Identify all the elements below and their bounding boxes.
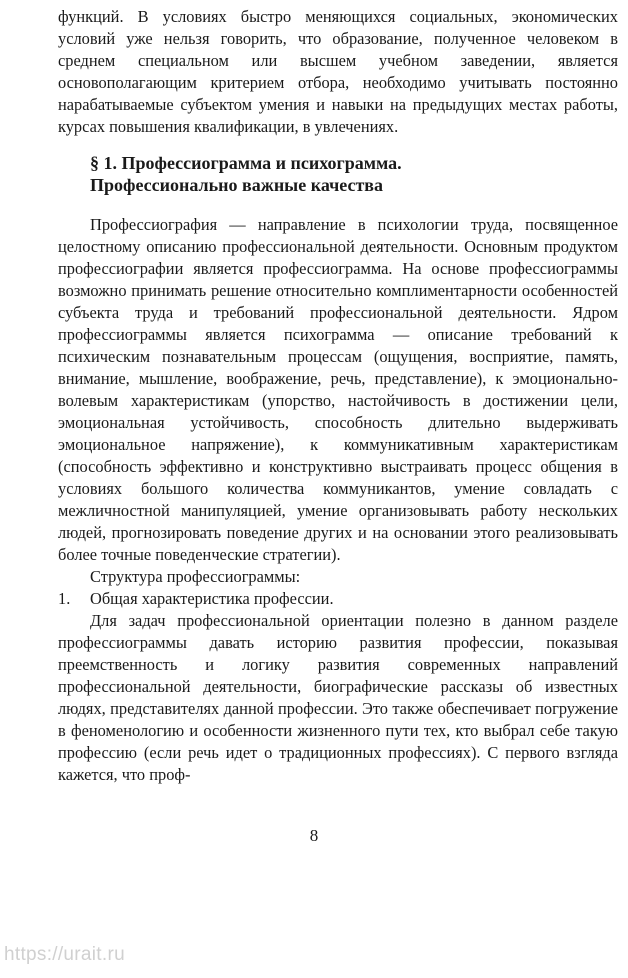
- section-heading-line1: § 1. Профессиограмма и психограмма.: [90, 153, 402, 173]
- paragraph-intro-continuation: функций. В условиях быстро меняющихся социальных, экономических условий уже нельзя говорить, что образование, полученное человеком в среднем специальном или высшем учебном заведении, является основополагающим критерием отбора, необходимо учитывать постоянно нарабатываемые субъектом умения и навыки на предыдущих местах работы, курсах повышения квалификации, в увлечениях.: [58, 7, 618, 136]
- page-content: [58, 6, 618, 786]
- watermark-url: https://urait.ru: [4, 944, 125, 965]
- section-heading: [90, 152, 618, 196]
- list-item-1: [58, 588, 618, 610]
- paragraph-orientation: Для задач профессиональной ориентации полезно в данном разделе профессиограммы давать историю развития профессии, показывая преемственность и логику развития современных направлений профессиональной деятельности, биографические рассказы об известных людях, представителях данной профессии. Это также обеспечивает погружение в феноменологию и особенности жизненного пути тех, кто выбрал себе такую профессию (если речь идет о традиционных профессиях). С первого взгляда кажется, что проф-: [58, 611, 618, 784]
- page-number: 8: [309, 826, 319, 845]
- list-item-number: 1.: [58, 589, 71, 608]
- paragraph-professiography: Профессиография — направление в психологии труда, посвященное целостному описанию профессиональной деятельности. Основным продуктом профессиографии является профессиограмма. На основе профессиограммы возможно принимать решение относительно комплиментарности особенностей субъекта труда и требований профессиональной деятельности. Ядром профессиограммы является психограмма — описание требований к психическим познавательным процессам (ощущения, восприятие, память, внимание, мышление, воображение, речь, представление), к эмоционально-волевым характеристикам (упорство, настойчивость в достижении цели, эмоциональная устойчивость, способность длительно выдерживать эмоциональное напряжение), к коммуникативным характеристикам (способность эффективно и конструктивно выстраивать процесс общения в условиях большого количества коммуникантов, умение совладать с межличностной манипуляцией, умение организовывать работу нескольких людей, прогнозировать поведение других и на основании этого реализовывать более точные поведенческие стратегии).: [58, 215, 618, 564]
- list-item-text: Общая характеристика профессии.: [90, 589, 334, 608]
- section-heading-line2: Профессионально важные качества: [90, 175, 384, 195]
- paragraph-structure-title: Структура профессиограммы:: [90, 567, 301, 586]
